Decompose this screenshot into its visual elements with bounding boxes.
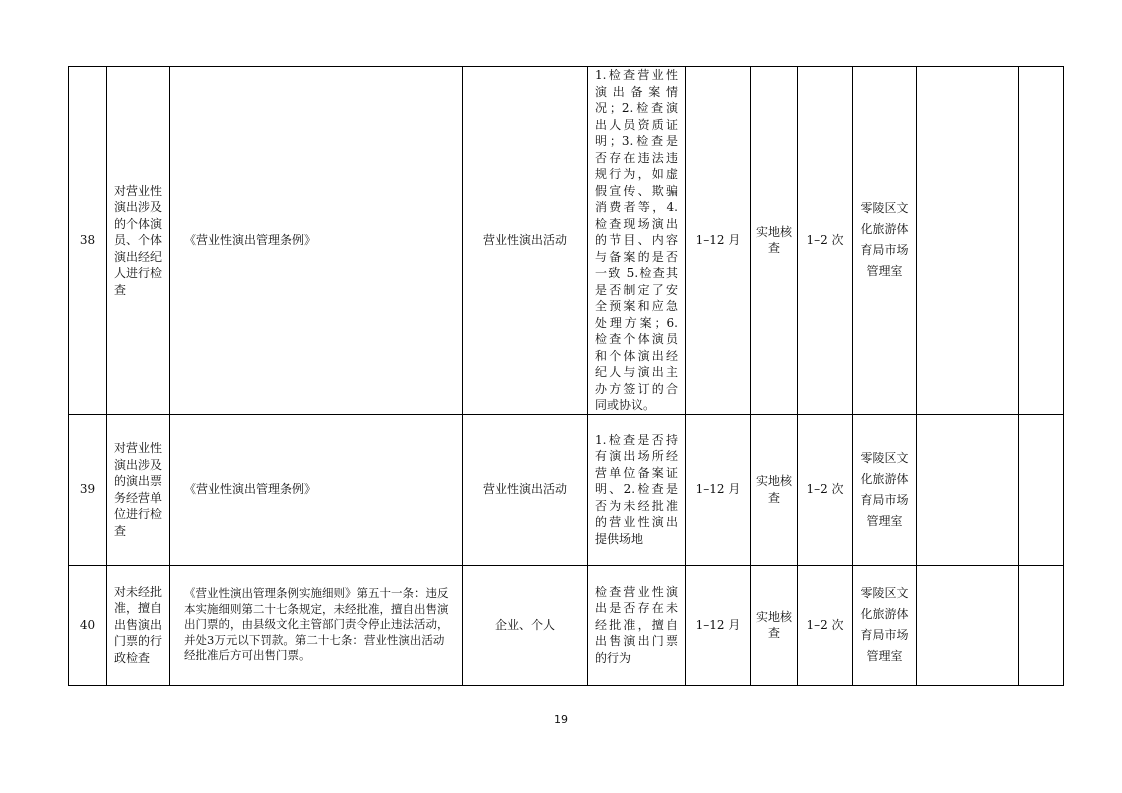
- inspection-frequency: 1–2 次: [798, 414, 853, 565]
- inspection-method: 实地核查: [751, 67, 798, 415]
- blank-cell: [1019, 67, 1064, 415]
- inspection-time: 1–12 月: [686, 414, 751, 565]
- inspection-object: 营业性演出活动: [463, 67, 588, 415]
- inspection-time: 1–12 月: [686, 67, 751, 415]
- blank-cell: [1019, 414, 1064, 565]
- inspection-method: 实地核查: [751, 565, 798, 685]
- page-number: 19: [554, 713, 568, 726]
- inspection-item: 对营业性演出涉及的演出票务经营单位进行检查: [107, 414, 170, 565]
- table-row: [69, 67, 1064, 415]
- inspection-object: 营业性演出活动: [463, 414, 588, 565]
- inspection-frequency: 1–2 次: [798, 67, 853, 415]
- inspection-content: 1.检查营业性演出备案情况；2.检查演出人员资质证明；3.检查是否存在违法违规行为，如虚假宣传、欺骗消费者等，4.检查现场演出的节目、内容与备案的是否一致 5.检查其是否制定了安全预案和应急处理方案；6.检查个体演员和个体演出经纪人与演出主办方签订的合同或协议。: [588, 67, 686, 415]
- row-number: 40: [69, 565, 107, 685]
- blank-cell: [1019, 565, 1064, 685]
- blank-cell: [917, 67, 1019, 415]
- inspection-method: 实地核查: [751, 414, 798, 565]
- inspection-content: 1.检查是否持有演出场所经营单位备案证明、2.检查是否为未经批准的营业性演出提供场地: [588, 414, 686, 565]
- inspection-time: 1–12 月: [686, 565, 751, 685]
- inspection-object: 企业、个人: [463, 565, 588, 685]
- table-row: [69, 565, 1064, 685]
- responsible-department: 零陵区文化旅游体育局市场管理室: [853, 414, 917, 565]
- legal-basis: 《营业性演出管理条例实施细则》第五十一条：违反本实施细则第二十七条规定，未经批准，擅自出售演出门票的，由县级文化主管部门责令停止违法活动，并处3万元以下罚款。第二十七条：营业性演出活动经批准后方可出售门票。: [170, 565, 463, 685]
- inspection-item: 对营业性演出涉及的个体演员、个体演出经纪人进行检查: [107, 67, 170, 415]
- row-number: 39: [69, 414, 107, 565]
- responsible-department: 零陵区文化旅游体育局市场管理室: [853, 565, 917, 685]
- row-number: 38: [69, 67, 107, 415]
- legal-basis: 《营业性演出管理条例》: [170, 414, 463, 565]
- legal-basis: 《营业性演出管理条例》: [170, 67, 463, 415]
- blank-cell: [917, 414, 1019, 565]
- inspection-content: 检查营业性演出是否存在未经批准，擅自出售演出门票的行为: [588, 565, 686, 685]
- inspection-item: 对未经批准，擅自出售演出门票的行政检查: [107, 565, 170, 685]
- responsible-department: 零陵区文化旅游体育局市场管理室: [853, 67, 917, 415]
- blank-cell: [917, 565, 1019, 685]
- inspection-frequency: 1–2 次: [798, 565, 853, 685]
- table-row: [69, 414, 1064, 565]
- inspection-table: [68, 66, 1064, 686]
